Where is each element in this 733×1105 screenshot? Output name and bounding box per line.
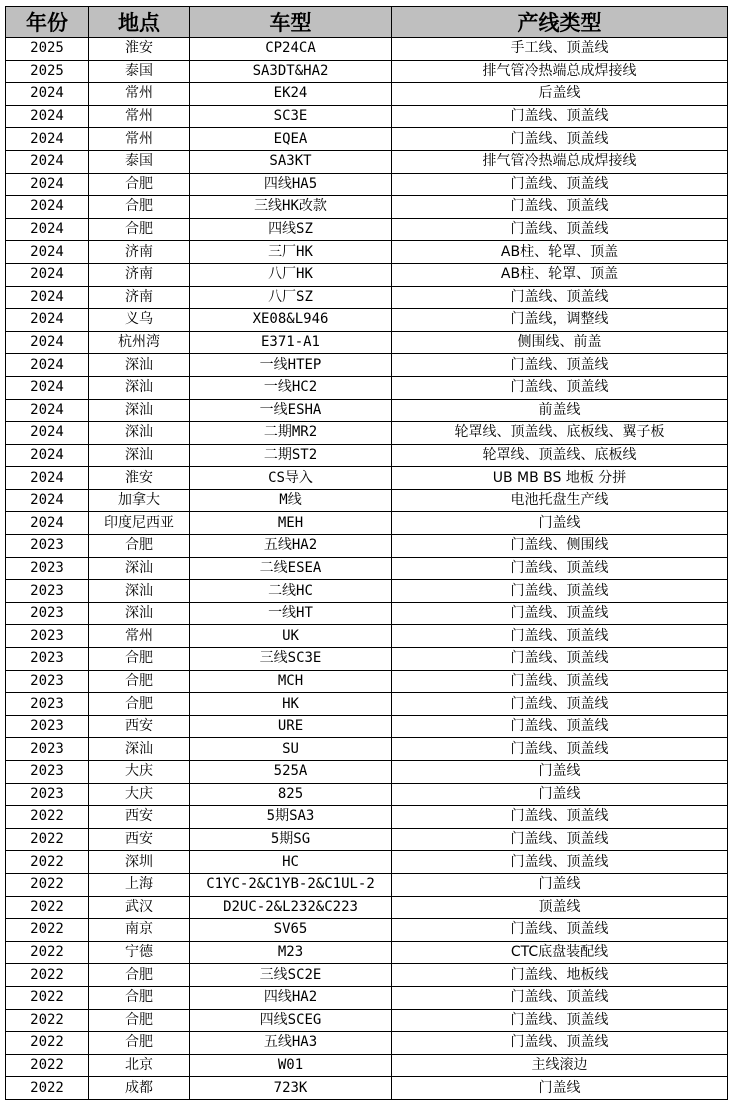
cell-line-type: 门盖线、顶盖线 [392,670,728,693]
cell-vehicle-model: 二线ESEA [190,557,392,580]
cell-vehicle-model: 一线ESHA [190,399,392,422]
cell-location: 深汕 [89,354,190,377]
cell-vehicle-model: M23 [190,941,392,964]
table-row [6,241,728,264]
cell-year: 2024 [6,512,89,535]
cell-year: 2025 [6,38,89,61]
cell-year: 2022 [6,941,89,964]
cell-vehicle-model: 三线HK改款 [190,196,392,219]
cell-location: 义乌 [89,309,190,332]
table-row [6,173,728,196]
cell-year: 2023 [6,738,89,761]
cell-location: 西安 [89,828,190,851]
cell-line-type: 门盖线、顶盖线 [392,580,728,603]
cell-location: 淮安 [89,467,190,490]
cell-line-type: 门盖线、顶盖线 [392,693,728,716]
cell-vehicle-model: 八厂HK [190,263,392,286]
cell-line-type: AB柱、轮罩、顶盖 [392,263,728,286]
cell-vehicle-model: 一线HTEP [190,354,392,377]
cell-line-type: 门盖线、顶盖线 [392,128,728,151]
cell-location: 合肥 [89,196,190,219]
cell-location: 北京 [89,1054,190,1077]
cell-location: 大庆 [89,761,190,784]
cell-location: 深汕 [89,376,190,399]
cell-line-type: 门盖线、地板线 [392,964,728,987]
cell-line-type: 门盖线、顶盖线 [392,354,728,377]
cell-year: 2022 [6,1077,89,1100]
table-row [6,670,728,693]
table-row [6,489,728,512]
cell-line-type: 侧围线、前盖 [392,331,728,354]
cell-line-type: 前盖线 [392,399,728,422]
cell-year: 2024 [6,150,89,173]
cell-vehicle-model: 二期ST2 [190,444,392,467]
cell-location: 合肥 [89,648,190,671]
cell-line-type: 门盖线 [392,1077,728,1100]
cell-vehicle-model: 5期SA3 [190,806,392,829]
table-row [6,83,728,106]
cell-vehicle-model: XE08&L946 [190,309,392,332]
table-row [6,535,728,558]
cell-vehicle-model: 二期MR2 [190,422,392,445]
cell-year: 2023 [6,783,89,806]
cell-line-type: 门盖线 [392,873,728,896]
cell-location: 杭州湾 [89,331,190,354]
header-row [6,7,728,38]
cell-year: 2022 [6,828,89,851]
cell-location: 上海 [89,873,190,896]
cell-line-type: 门盖线、顶盖线 [392,851,728,874]
cell-line-type: 门盖线 [392,783,728,806]
cell-location: 深汕 [89,557,190,580]
cell-location: 深汕 [89,399,190,422]
cell-vehicle-model: C1YC-2&C1YB-2&C1UL-2 [190,873,392,896]
cell-line-type: UB MB BS 地板 分拼 [392,467,728,490]
cell-vehicle-model: SA3KT [190,150,392,173]
cell-location: 合肥 [89,1009,190,1032]
cell-line-type: 门盖线、顶盖线 [392,173,728,196]
table-row [6,444,728,467]
table-row [6,783,728,806]
cell-location: 深汕 [89,580,190,603]
table-row [6,806,728,829]
cell-line-type: 门盖线、顶盖线 [392,738,728,761]
cell-year: 2023 [6,602,89,625]
cell-location: 泰国 [89,60,190,83]
table-row [6,150,728,173]
cell-line-type: 主线滚边 [392,1054,728,1077]
table-row [6,196,728,219]
cell-line-type: 门盖线、顶盖线 [392,986,728,1009]
table-row [6,422,728,445]
cell-line-type: 门盖线、顶盖线 [392,602,728,625]
cell-year: 2024 [6,444,89,467]
cell-year: 2022 [6,873,89,896]
cell-vehicle-model: CP24CA [190,38,392,61]
cell-vehicle-model: 四线SCEG [190,1009,392,1032]
table-row [6,399,728,422]
cell-location: 深圳 [89,851,190,874]
table-row [6,263,728,286]
cell-line-type: 门盖线、顶盖线 [392,105,728,128]
cell-vehicle-model: EQEA [190,128,392,151]
cell-line-type: 门盖线、顶盖线 [392,828,728,851]
cell-line-type: 门盖线、顶盖线 [392,1009,728,1032]
production-line-table [5,6,728,1100]
cell-vehicle-model: 四线SZ [190,218,392,241]
cell-year: 2022 [6,964,89,987]
table-row [6,38,728,61]
cell-location: 西安 [89,715,190,738]
cell-vehicle-model: 五线HA3 [190,1032,392,1055]
cell-location: 合肥 [89,693,190,716]
cell-location: 深汕 [89,602,190,625]
cell-year: 2024 [6,286,89,309]
cell-location: 加拿大 [89,489,190,512]
cell-year: 2023 [6,670,89,693]
cell-year: 2024 [6,263,89,286]
cell-line-type: 门盖线、顶盖线 [392,1032,728,1055]
cell-line-type: 排气管冷热端总成焊接线 [392,150,728,173]
table-row [6,1077,728,1100]
cell-year: 2024 [6,83,89,106]
cell-vehicle-model: 二线HC [190,580,392,603]
cell-vehicle-model: 5期SG [190,828,392,851]
cell-location: 济南 [89,263,190,286]
cell-vehicle-model: 一线HT [190,602,392,625]
cell-location: 印度尼西亚 [89,512,190,535]
cell-line-type: 手工线、顶盖线 [392,38,728,61]
cell-vehicle-model: M线 [190,489,392,512]
cell-line-type: 门盖线，调整线 [392,309,728,332]
cell-year: 2022 [6,1054,89,1077]
cell-location: 济南 [89,286,190,309]
cell-location: 深汕 [89,422,190,445]
cell-line-type: 轮罩线、顶盖线、底板线 [392,444,728,467]
table-row [6,828,728,851]
table-row [6,873,728,896]
cell-vehicle-model: W01 [190,1054,392,1077]
cell-vehicle-model: URE [190,715,392,738]
table-row [6,60,728,83]
cell-year: 2024 [6,309,89,332]
cell-year: 2024 [6,467,89,490]
table-row [6,376,728,399]
cell-location: 西安 [89,806,190,829]
cell-line-type: 门盖线、顶盖线 [392,806,728,829]
cell-location: 常州 [89,625,190,648]
cell-line-type: 门盖线、顶盖线 [392,218,728,241]
cell-location: 合肥 [89,964,190,987]
cell-location: 合肥 [89,535,190,558]
cell-year: 2023 [6,693,89,716]
cell-year: 2022 [6,1032,89,1055]
cell-year: 2024 [6,196,89,219]
cell-location: 大庆 [89,783,190,806]
cell-year: 2023 [6,557,89,580]
cell-year: 2024 [6,354,89,377]
table-row [6,218,728,241]
table-row [6,1032,728,1055]
cell-line-type: 门盖线 [392,761,728,784]
cell-location: 合肥 [89,986,190,1009]
cell-year: 2022 [6,806,89,829]
table-body [6,38,728,1100]
table-row [6,851,728,874]
table-row [6,1054,728,1077]
cell-year: 2023 [6,648,89,671]
cell-vehicle-model: 723K [190,1077,392,1100]
cell-year: 2024 [6,489,89,512]
cell-year: 2024 [6,399,89,422]
cell-line-type: 轮罩线、顶盖线、底板线、翼子板 [392,422,728,445]
cell-year: 2024 [6,376,89,399]
table-row [6,738,728,761]
table-row [6,625,728,648]
header-location: 地点 [89,7,190,38]
cell-location: 泰国 [89,150,190,173]
cell-location: 常州 [89,83,190,106]
cell-location: 深汕 [89,444,190,467]
cell-location: 淮安 [89,38,190,61]
cell-location: 宁德 [89,941,190,964]
cell-year: 2022 [6,986,89,1009]
table-row [6,986,728,1009]
table-row [6,648,728,671]
table-row [6,693,728,716]
cell-year: 2022 [6,919,89,942]
cell-vehicle-model: MCH [190,670,392,693]
cell-line-type: 顶盖线 [392,896,728,919]
cell-line-type: 门盖线、顶盖线 [392,196,728,219]
cell-vehicle-model: 四线HA2 [190,986,392,1009]
cell-vehicle-model: 八厂SZ [190,286,392,309]
cell-year: 2023 [6,535,89,558]
table-row [6,354,728,377]
table-row [6,105,728,128]
cell-line-type: 门盖线 [392,512,728,535]
cell-year: 2024 [6,422,89,445]
cell-year: 2023 [6,761,89,784]
cell-vehicle-model: 四线HA5 [190,173,392,196]
cell-line-type: 门盖线、顶盖线 [392,376,728,399]
cell-location: 合肥 [89,173,190,196]
table-row [6,309,728,332]
cell-location: 合肥 [89,218,190,241]
table-row [6,286,728,309]
cell-line-type: 排气管冷热端总成焊接线 [392,60,728,83]
cell-line-type: CTC底盘装配线 [392,941,728,964]
cell-line-type: 门盖线、侧围线 [392,535,728,558]
cell-location: 武汉 [89,896,190,919]
table-row [6,964,728,987]
cell-vehicle-model: E371-A1 [190,331,392,354]
table-row [6,331,728,354]
cell-vehicle-model: MEH [190,512,392,535]
cell-line-type: 门盖线、顶盖线 [392,557,728,580]
cell-location: 常州 [89,105,190,128]
cell-vehicle-model: 825 [190,783,392,806]
cell-line-type: 后盖线 [392,83,728,106]
table-row [6,761,728,784]
cell-vehicle-model: SC3E [190,105,392,128]
cell-year: 2022 [6,1009,89,1032]
cell-year: 2024 [6,331,89,354]
cell-location: 深汕 [89,738,190,761]
cell-year: 2024 [6,218,89,241]
cell-vehicle-model: 三线SC3E [190,648,392,671]
cell-vehicle-model: HK [190,693,392,716]
cell-year: 2023 [6,580,89,603]
table-row [6,467,728,490]
cell-line-type: 门盖线、顶盖线 [392,919,728,942]
cell-year: 2024 [6,105,89,128]
cell-year: 2022 [6,896,89,919]
cell-vehicle-model: 一线HC2 [190,376,392,399]
cell-location: 常州 [89,128,190,151]
cell-location: 合肥 [89,1032,190,1055]
cell-vehicle-model: 三厂HK [190,241,392,264]
table-row [6,715,728,738]
table-row [6,602,728,625]
table-row [6,580,728,603]
header-vehicle-model: 车型 [190,7,392,38]
cell-line-type: 门盖线、顶盖线 [392,625,728,648]
table-row [6,896,728,919]
cell-year: 2023 [6,715,89,738]
cell-vehicle-model: UK [190,625,392,648]
cell-year: 2023 [6,625,89,648]
table-row [6,1009,728,1032]
cell-vehicle-model: SU [190,738,392,761]
table-row [6,941,728,964]
cell-location: 合肥 [89,670,190,693]
cell-year: 2024 [6,241,89,264]
cell-vehicle-model: 五线HA2 [190,535,392,558]
table-row [6,128,728,151]
header-year: 年份 [6,7,89,38]
cell-vehicle-model: 525A [190,761,392,784]
cell-location: 南京 [89,919,190,942]
cell-year: 2024 [6,173,89,196]
cell-vehicle-model: D2UC-2&L232&C223 [190,896,392,919]
cell-vehicle-model: SA3DT&HA2 [190,60,392,83]
cell-line-type: AB柱、轮罩、顶盖 [392,241,728,264]
cell-line-type: 门盖线、顶盖线 [392,286,728,309]
cell-line-type: 电池托盘生产线 [392,489,728,512]
table-row [6,512,728,535]
table-row [6,557,728,580]
cell-location: 济南 [89,241,190,264]
cell-year: 2025 [6,60,89,83]
cell-line-type: 门盖线、顶盖线 [392,648,728,671]
cell-year: 2024 [6,128,89,151]
cell-location: 成都 [89,1077,190,1100]
cell-line-type: 门盖线、顶盖线 [392,715,728,738]
cell-vehicle-model: EK24 [190,83,392,106]
cell-vehicle-model: SV65 [190,919,392,942]
cell-vehicle-model: HC [190,851,392,874]
header-line-type: 产线类型 [392,7,728,38]
cell-vehicle-model: CS导入 [190,467,392,490]
cell-year: 2022 [6,851,89,874]
cell-vehicle-model: 三线SC2E [190,964,392,987]
table-row [6,919,728,942]
